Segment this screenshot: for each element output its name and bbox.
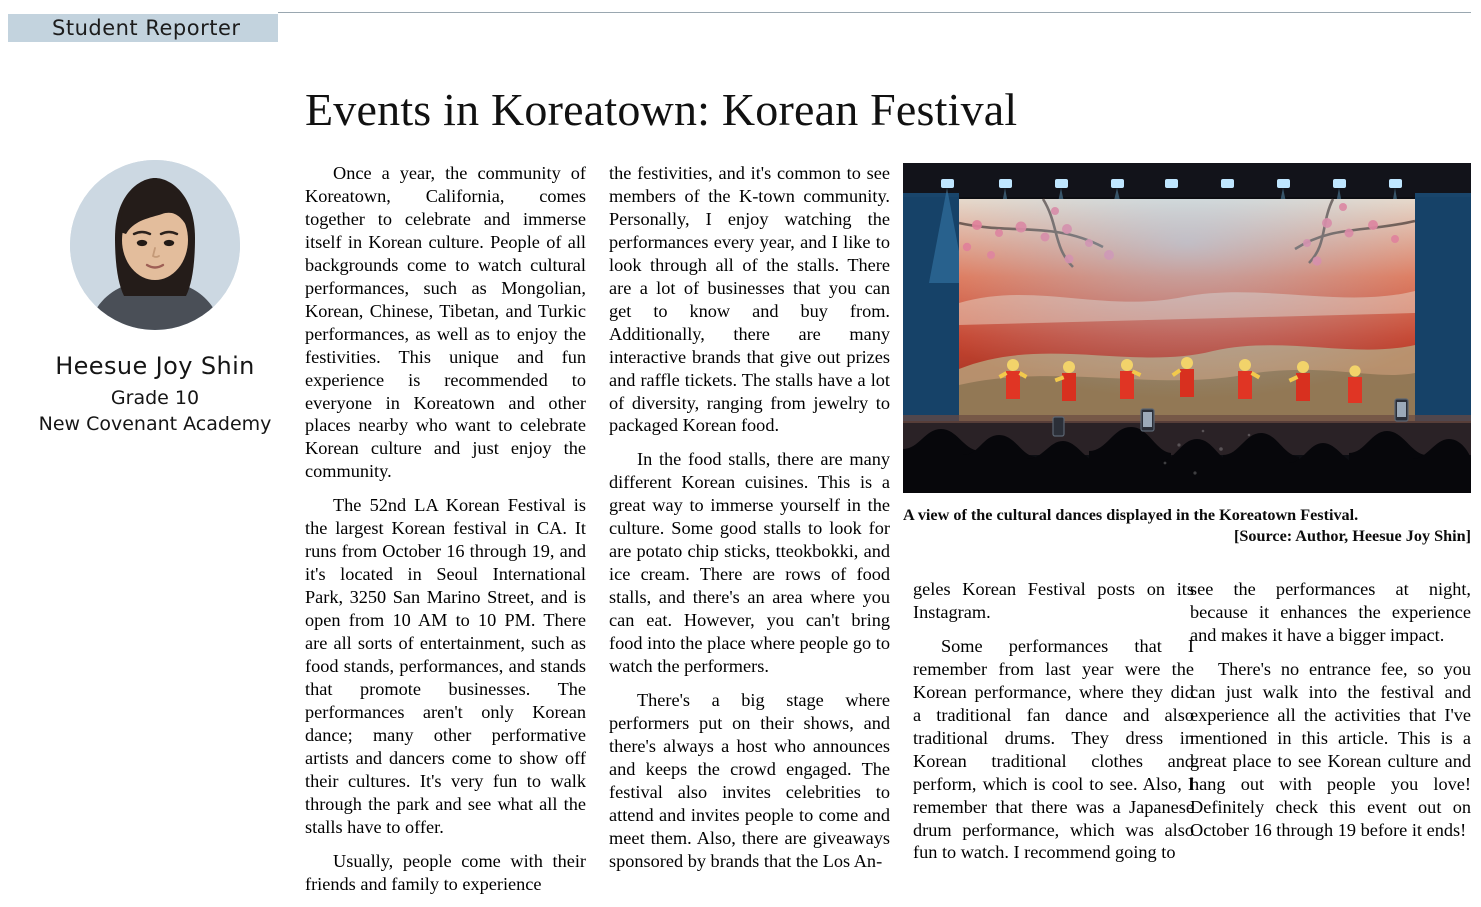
paragraph: Once a year, the community of Koreatown, California, comes together to celebrate and immerse itself in Korean culture. People of all backgrounds come to watch cultural performances, such as Mongolian, Korean, Chinese, Tibetan, and Turkic performances, as well as to enjoy the festivities. This unique and fun experience is recommended to everyone in Koreatown and other places nearby who want to celebrate Korean culture and just enjoy the community.	[305, 163, 586, 482]
avatar	[70, 160, 240, 330]
author-school: New Covenant Academy	[38, 413, 272, 435]
paragraph: In the food stalls, there are many different Korean cuisines. This is a great way to immerse yourself in the culture. Some good stalls to look for are potato chip sticks, tteokbokki, and ice cream. There are rows of food stalls, and there's an area where you can eat. However, you can't bring food into the place where people go to watch the performers.	[609, 449, 890, 677]
paragraph: There's no entrance fee, so you can just walk into the festival and experience all the activities that I've mentioned in this article. This is a great place to see Korean culture and hang out with people you love! Definitely check this event out on October 16 through 19 before it ends!	[1190, 658, 1471, 840]
paragraph: Some performances that I remember from last year were the Korean performance, where they did a traditional fan dance and also traditional drums. They dress in Korean traditional clothes and perform, which is cool to see. Also, I remember that there was a Japanese drum performance, which was also fun to watch. I recommend going to	[913, 635, 1194, 863]
section-tag-label: Student Reporter	[52, 16, 241, 40]
festival-photo	[903, 163, 1471, 493]
paragraph: There's a big stage where performers put on their shows, and there's always a host who announces and keeps the crowd engaged. The festival also invites celebrities to attend and invites people to come and meet them. Also, there are giveaways sponsored by brands that the Los An-	[609, 689, 890, 871]
paragraph: Usually, people come with their friends and family to experience	[305, 850, 586, 894]
paragraph: The 52nd LA Korean Festival is the largest Korean festival in CA. It runs from October 16 through 19, and it's located in Seoul International Park, 3250 San Marino Street, and is open from 10 AM to 10 PM. There are all sorts of entertainment, such as food stands, performances, and stands that promote businesses. The performances aren't only Korean dance; many other performative artists and dancers come to show off their cultures. It's very fun to walk through the park and see what all the stalls have to offer.	[305, 495, 586, 837]
paragraph: geles Korean Festival posts on its Instagram.	[913, 579, 1194, 622]
header-rule	[278, 12, 1471, 13]
author-portrait-icon	[70, 160, 240, 330]
author-name: Heesue Joy Shin	[55, 352, 255, 380]
photo-caption	[903, 505, 1471, 547]
festival-stage-photo-icon	[903, 163, 1471, 493]
page-title: Events in Koreatown: Korean Festival	[305, 83, 1018, 135]
article-column-1	[305, 162, 586, 907]
article-column-2	[609, 162, 890, 884]
photo-credit: [Source: Author, Heesue Joy Shin]	[1234, 527, 1471, 546]
paragraph: see the performances at night, because it enhances the experience and makes it have a bigger impact.	[1190, 579, 1471, 645]
author-grade: Grade 10	[110, 387, 200, 409]
author-block	[20, 160, 290, 435]
article-column-4	[1190, 578, 1471, 852]
photo-caption-text: A view of the cultural dances displayed in the Koreatown Festival.	[903, 506, 1359, 524]
paragraph: the festivities, and it's common to see members of the K-town community. Personally, I enjoy watching the performances every year, and I like to look through all of the stalls. There are a lot of businesses that you can get to know and buy from. Additionally, there are many interactive brands that give out prizes and raffle tickets. The stalls have a lot of diversity, ranging from jewelry to packaged Korean food.	[609, 163, 890, 436]
article-column-3	[913, 578, 1194, 875]
